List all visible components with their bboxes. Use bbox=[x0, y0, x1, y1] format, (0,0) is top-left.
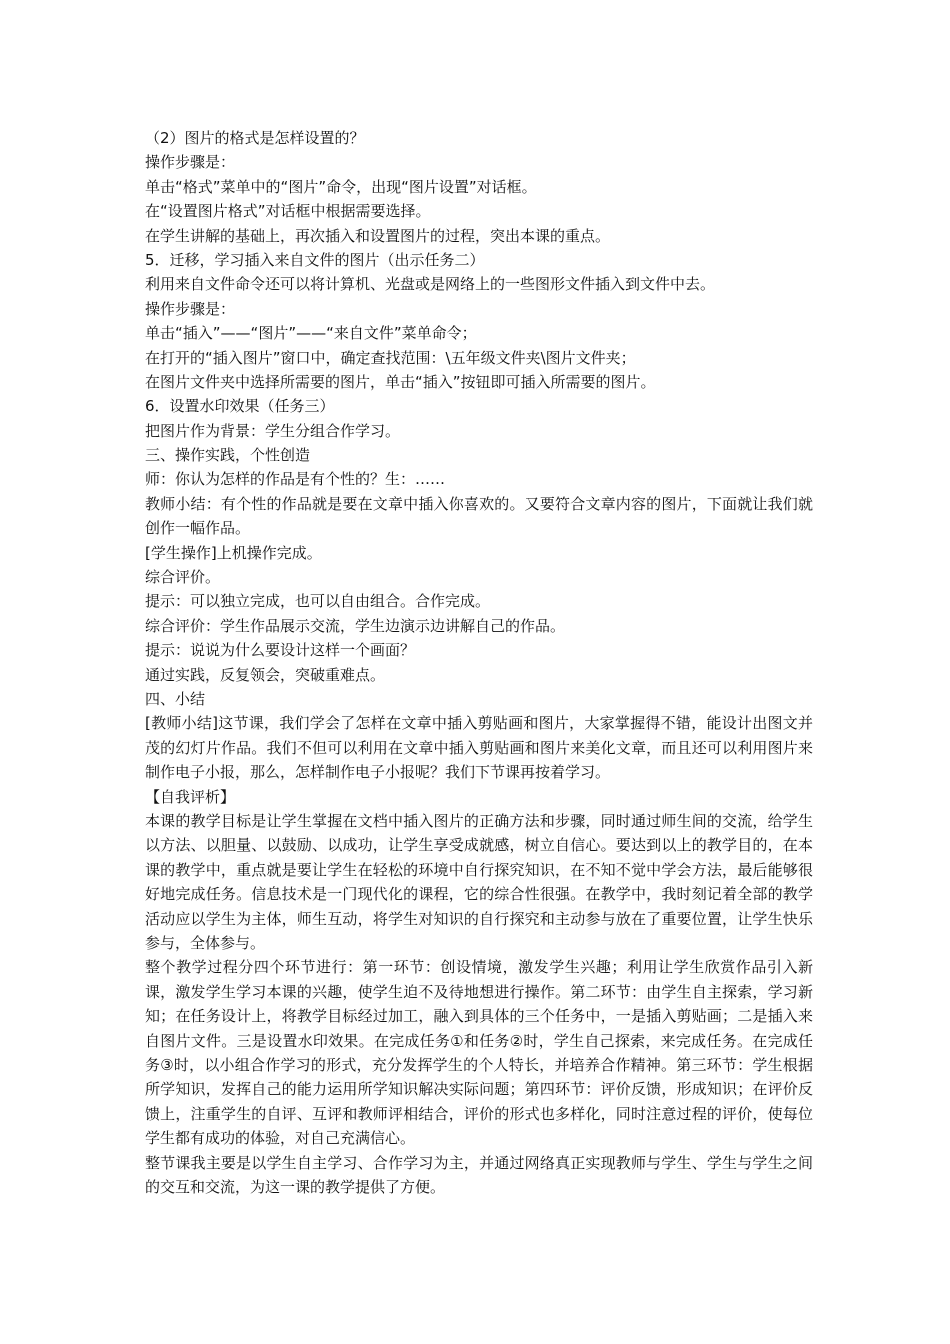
section-heading: 四、小结 bbox=[145, 690, 206, 709]
section-heading: 【自我评析】 bbox=[145, 787, 236, 806]
paragraph-teacher-summary: 教师小结：有个性的作品就是要在文章中插入你喜欢的。又要符合文章内容的图片，下面就让我们就创作一幅作品。 bbox=[145, 494, 813, 538]
text-line: 把图片作为背景：学生分组合作学习。 bbox=[145, 421, 401, 440]
text-line: 利用来自文件命令还可以将计算机、光盘或是网络上的一些图形文件插入到文件中去。 bbox=[145, 275, 716, 294]
text-line: [学生操作]上机操作完成。 bbox=[145, 543, 322, 562]
text-line: （2）图片的格式是怎样设置的？ bbox=[145, 129, 365, 147]
text-line: 单击“插入”——“图片”——“来自文件”菜单命令； bbox=[145, 324, 477, 343]
text-line: 操作步骤是： bbox=[145, 299, 236, 318]
text-line: 操作步骤是： bbox=[145, 153, 236, 172]
text-line: 在图片文件夹中选择所需要的图片，单击“插入”按钮即可插入所需要的图片。 bbox=[145, 372, 656, 391]
text-line: 在“设置图片格式”对话框中根据需要选择。 bbox=[145, 202, 431, 221]
text-line: 综合评价：学生作品展示交流，学生边演示边讲解自己的作品。 bbox=[145, 616, 566, 635]
text-line: 提示：可以独立完成，也可以自由组合。合作完成。 bbox=[145, 592, 491, 611]
text-line: 提示：说说为什么要设计这样一个画面？ bbox=[145, 641, 416, 660]
section-heading: 6．设置水印效果（任务三） bbox=[145, 397, 335, 416]
section-heading: 三、操作实践，个性创造 bbox=[145, 446, 311, 465]
document-page bbox=[145, 126, 813, 1200]
paragraph-evaluation-3: 整节课我主要是以学生自主学习、合作学习为主，并通过网络真正实现教师与学生、学生与学生之间的交互和交流，为这一课的教学提供了方便。 bbox=[145, 1153, 813, 1197]
paragraph-evaluation-1: 本课的教学目标是让学生掌握在文档中插入图片的正确方法和步骤，同时通过师生间的交流，给学生以方法、以胆量、以鼓励、以成功，让学生享受成就感，树立自信心。要达到以上的教学目的，在本课的教学中，重点就是要让学生在轻松的环境中自行探究知识，在不知不觉中学会方法，最后能够很好地完成任务。信息技术是一门现代化的课程，它的综合性很强。在教学中，我时刻记着全部的教学活动应以学生为主体，师生互动，将学生对知识的自行探究和主动参与放在了重要位置，让学生快乐参与，全体参与。 bbox=[145, 812, 813, 953]
text-line: 综合评价。 bbox=[145, 568, 221, 587]
text-line: 师：你认为怎样的作品是有个性的？生：…… bbox=[145, 470, 446, 489]
text-line: 单击“格式”菜单中的“图片”命令，出现“图片设置”对话框。 bbox=[145, 177, 537, 196]
section-heading: 5．迁移，学习插入来自文件的图片（出示任务二） bbox=[145, 250, 485, 269]
text-line: 通过实践，反复领会，突破重难点。 bbox=[145, 665, 386, 684]
paragraph-evaluation-2: 整个教学过程分四个环节进行：第一环节：创设情境，激发学生兴趣；利用让学生欣赏作品引入新课，激发学生学习本课的兴趣，使学生迫不及待地想进行操作。第二环节：由学生自主探索，学习新知；在任务设计上，将教学目标经过加工，融入到具体的三个任务中，一是插入剪贴画；二是插入来自图片文件。三是设置水印效果。在完成任务①和任务②时，学生自己探索，来完成任务。在完成任务③时，以小组合作学习的形式，充分发挥学生的个人特长，并培养合作精神。第三环节：学生根据所学知识，发挥自己的能力运用所学知识解决实际问题；第四环节：评价反馈，形成知识；在评价反馈上，注重学生的自评、互评和教师评相结合，评价的形式也多样化，同时注意过程的评价，使每位学生都有成功的体验，对自己充满信心。 bbox=[145, 958, 813, 1148]
text-line: 在打开的“插入图片”窗口中，确定查找范围：\五年级文件夹\图片文件夹； bbox=[145, 348, 636, 367]
text-line: 在学生讲解的基础上，再次插入和设置图片的过程，突出本课的重点。 bbox=[145, 226, 611, 245]
paragraph-lesson-summary: [教师小结]这节课，我们学会了怎样在文章中插入剪贴画和图片，大家掌握得不错，能设计出图文并茂的幻灯片作品。我们不但可以利用在文章中插入剪贴画和图片来美化文章，而且还可以利用图片来制作电子小报，那么，怎样制作电子小报呢？我们下节课再按着学习。 bbox=[145, 714, 813, 782]
